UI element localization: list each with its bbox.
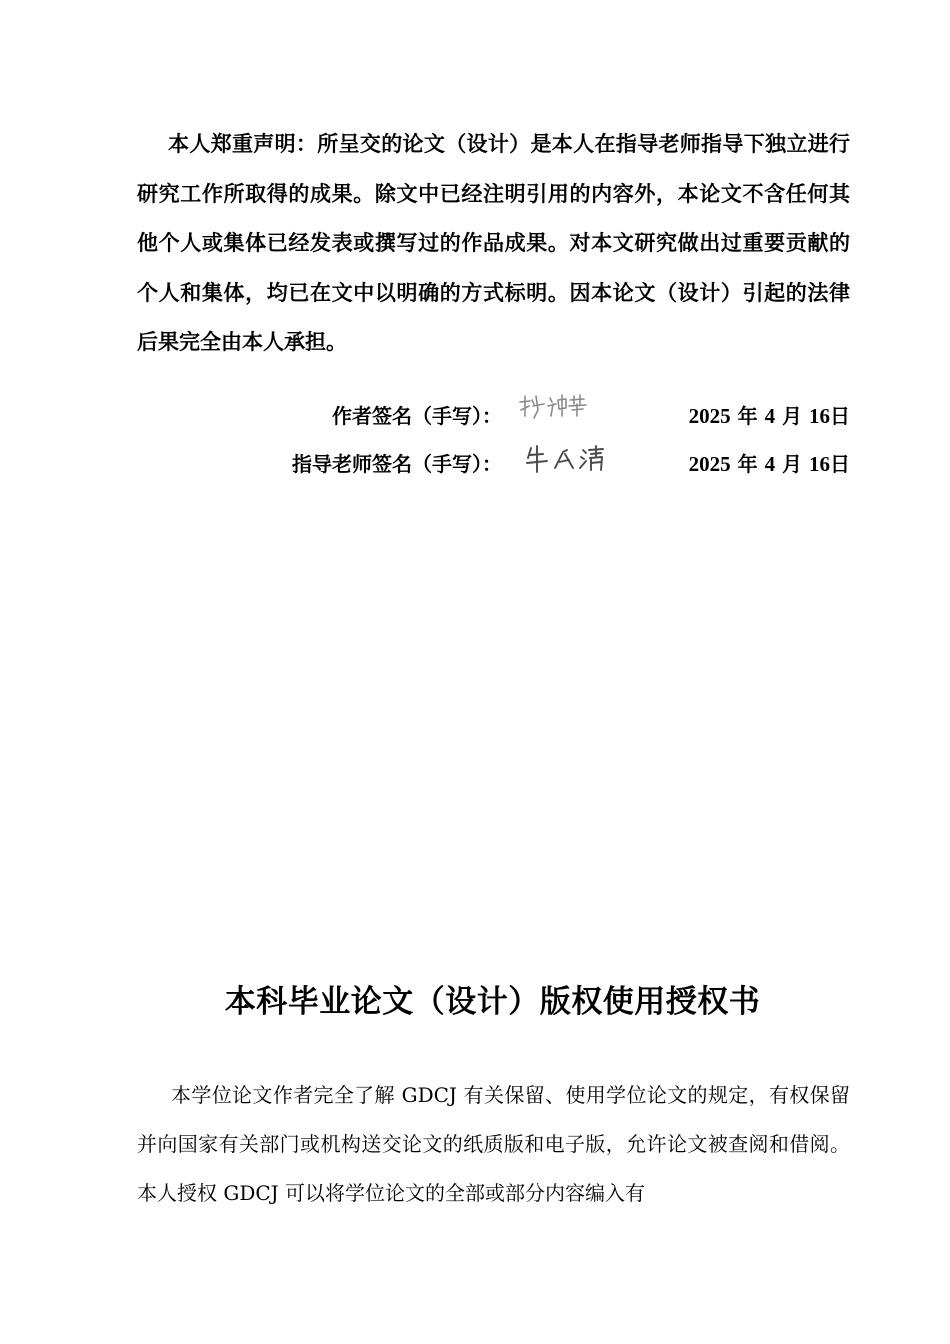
advisor-date-day: 16 [809,452,830,476]
copyright-authorization-title: 本科毕业论文（设计）版权使用授权书 [224,984,761,1020]
author-date-day-unit: 日 [830,404,850,428]
author-date-year-unit: 年 [737,404,758,428]
copyright-authorization-text: 本学位论文作者完全了解 GDCJ 有关保留、使用学位论文的规定，有权保留并向国家有关部门或机构送交论文的纸质版和电子版，允许论文被查阅和借阅。本人授权 GDCJ 可以将学位论文的全部或部分内容编入有 [137,1083,850,1205]
author-date-month-unit: 月 [782,404,803,428]
advisor-handwritten-signature [525,442,625,478]
author-signature-row [137,392,850,432]
advisor-date-year: 2025 [688,452,731,476]
originality-declaration: 本人郑重声明：所呈交的论文（设计）是本人在指导老师指导下独立进行研究工作所取得的成果。除文中已经注明引用的内容外，本论文不含任何其他个人或集体已经发表或撰写过的作品成果。对本文研究做出过重要贡献的个人和集体，均已在文中以明确的方式标明。因本论文（设计）引起的法律后果完全由本人承担。 [137,132,850,354]
author-signature-label: 作者签名（手写）： [332,404,502,428]
author-date-month: 4 [764,404,776,428]
advisor-signature-row [137,440,850,480]
advisor-date-day-unit: 日 [830,452,850,476]
author-signature-date [689,400,850,429]
advisor-signature-label: 指导老师签名（手写）： [292,452,502,476]
advisor-date-month: 4 [764,452,776,476]
advisor-date-month-unit: 月 [782,452,803,476]
author-date-year: 2025 [688,404,731,428]
author-handwritten-signature [516,392,616,428]
author-date-day: 16 [809,404,830,428]
advisor-signature-date [689,448,850,477]
advisor-date-year-unit: 年 [737,452,758,476]
